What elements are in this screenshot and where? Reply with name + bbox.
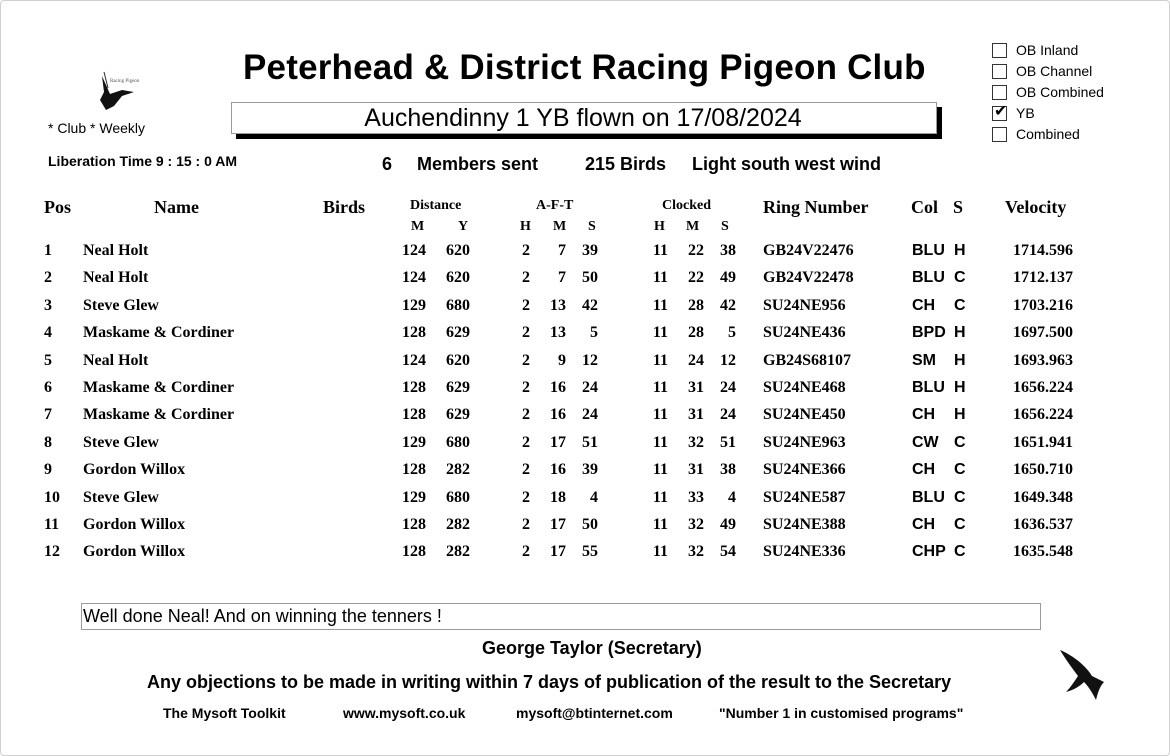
row-6-ah: 2: [522, 379, 530, 396]
header-sex: S: [953, 197, 964, 217]
row-1-name: Neal Holt: [83, 242, 149, 259]
row-4-pos: 4: [44, 324, 52, 342]
row-9-cm: 31: [688, 461, 704, 479]
option-label: OB Channel: [1016, 63, 1093, 79]
row-4-as: 5: [590, 324, 598, 342]
row-6-pos: 6: [44, 379, 52, 396]
row-3-dy: 680: [446, 296, 470, 314]
row-8-col: CW: [912, 433, 939, 451]
option-label: OB Inland: [1016, 42, 1079, 58]
row-6-ch: 11: [652, 379, 668, 396]
row-4-ch: 11: [652, 324, 668, 342]
header-ring-number: Ring Number: [763, 197, 869, 217]
row-8-pos: 8: [44, 433, 52, 451]
row-9-col: CH: [912, 461, 936, 479]
row-11-am: 17: [550, 516, 566, 533]
row-8-cs: 51: [720, 433, 736, 451]
row-2-am: 7: [558, 269, 566, 287]
footer-toolkit: The Mysoft Toolkit: [163, 705, 286, 721]
row-8-sex: C: [954, 433, 966, 451]
row-12-pos: 12: [44, 543, 60, 561]
row-1-ring: GB24V22476: [763, 242, 854, 259]
row-1-sex: H: [954, 242, 966, 259]
header-velocity: Velocity: [1005, 197, 1067, 217]
header-clocked-seconds: S: [721, 219, 729, 234]
row-6-ring: SU24NE468: [763, 379, 846, 396]
row-1-am: 7: [558, 242, 566, 259]
row-10-ah: 2: [522, 488, 530, 506]
row-1-cm: 22: [688, 242, 704, 259]
row-7-am: 16: [550, 406, 566, 424]
row-4-name: Maskame & Cordiner: [83, 324, 235, 342]
checkbox[interactable]: [992, 103, 1008, 121]
row-12-cs: 54: [720, 543, 736, 561]
row-2-ring: GB24V22478: [763, 269, 854, 287]
row-11-name: Gordon Willox: [83, 516, 186, 533]
row-10-name: Steve Glew: [83, 488, 159, 506]
row-5-cm: 24: [688, 351, 704, 369]
row-7-ah: 2: [522, 406, 530, 424]
row-12-ah: 2: [522, 543, 530, 561]
row-9-ah: 2: [522, 461, 530, 479]
row-8-ring: SU24NE963: [763, 433, 846, 451]
row-4-ah: 2: [522, 324, 530, 342]
row-10-ch: 11: [652, 488, 668, 506]
row-2-vel: 1712.137: [1013, 269, 1073, 287]
row-8-name: Steve Glew: [83, 433, 159, 451]
row-10-vel: 1649.348: [1013, 488, 1073, 506]
row-12-dm: 128: [402, 543, 426, 561]
row-10-sex: C: [954, 488, 966, 506]
race-title: Auchendinny 1 YB flown on 17/08/2024: [364, 104, 802, 132]
header-distance: Distance: [410, 198, 462, 213]
row-6-dm: 128: [402, 379, 426, 396]
header-distance-yards: Y: [458, 219, 469, 234]
row-10-dy: 680: [446, 488, 470, 506]
row-12-cm: 32: [688, 543, 704, 561]
row-4-dy: 629: [446, 324, 470, 342]
row-3-ch: 11: [652, 296, 668, 314]
row-11-dy: 282: [446, 516, 470, 533]
liberation-time: Liberation Time 9 : 15 : 0 AM: [48, 153, 238, 169]
row-2-sex: C: [954, 269, 966, 287]
row-6-dy: 629: [446, 379, 470, 396]
row-8-vel: 1651.941: [1013, 433, 1073, 451]
row-10-cm: 33: [688, 488, 704, 506]
comment-text: Well done Neal! And on winning the tenners !: [83, 606, 442, 626]
row-2-dm: 124: [402, 269, 426, 287]
footer-email: mysoft@btinternet.com: [516, 705, 673, 721]
svg-text:Racing Pigeon: Racing Pigeon: [110, 79, 140, 84]
row-5-name: Neal Holt: [83, 351, 149, 369]
row-7-pos: 7: [44, 406, 52, 424]
secretary-name: George Taylor (Secretary): [482, 638, 702, 658]
row-6-cm: 31: [688, 379, 704, 396]
members-count: 6: [382, 154, 393, 174]
row-3-ah: 2: [522, 296, 530, 314]
header-aft-minutes: M: [553, 219, 567, 234]
row-3-sex: C: [954, 296, 966, 314]
row-11-col: CH: [912, 516, 936, 533]
row-3-ring: SU24NE956: [763, 296, 846, 314]
row-2-dy: 620: [446, 269, 470, 287]
row-9-as: 39: [582, 461, 598, 479]
row-6-name: Maskame & Cordiner: [83, 379, 235, 396]
header-aft-seconds: S: [588, 219, 596, 234]
wind-description: Light south west wind: [692, 154, 881, 174]
row-10-col: BLU: [912, 488, 945, 506]
row-5-am: 9: [558, 351, 566, 369]
option-label: Combined: [1016, 126, 1080, 142]
row-1-ah: 2: [522, 242, 530, 259]
row-3-name: Steve Glew: [83, 296, 159, 314]
row-4-cm: 28: [688, 324, 704, 342]
row-2-cm: 22: [688, 269, 704, 287]
row-9-sex: C: [954, 461, 966, 479]
flying-bird-icon: [1056, 646, 1108, 704]
members-label: Members sent: [417, 154, 539, 174]
row-11-pos: 11: [44, 516, 60, 533]
row-4-cs: 5: [728, 324, 736, 342]
row-10-ring: SU24NE587: [763, 488, 846, 506]
header-clocked-minutes: M: [686, 219, 700, 234]
row-12-ring: SU24NE336: [763, 543, 846, 561]
row-9-dy: 282: [446, 461, 470, 479]
row-11-ring: SU24NE388: [763, 516, 846, 533]
row-2-ah: 2: [522, 269, 530, 287]
row-4-am: 13: [550, 324, 566, 342]
birds-count: 215 Birds: [585, 154, 667, 174]
row-1-dy: 620: [446, 242, 470, 259]
row-2-name: Neal Holt: [83, 269, 149, 287]
row-7-dm: 128: [402, 406, 426, 424]
row-10-dm: 129: [402, 488, 426, 506]
checkmark-icon: ✔: [994, 103, 1008, 120]
row-8-cm: 32: [688, 433, 704, 451]
row-12-ch: 11: [652, 543, 668, 561]
row-4-vel: 1697.500: [1013, 324, 1073, 342]
row-8-am: 17: [550, 433, 566, 451]
row-1-dm: 124: [402, 242, 426, 259]
row-8-as: 51: [582, 433, 598, 451]
header-clocked-hours: H: [654, 219, 665, 234]
row-5-sex: H: [954, 351, 966, 369]
row-6-am: 16: [550, 379, 566, 396]
header-aft-hours: H: [520, 219, 531, 234]
row-10-pos: 10: [44, 488, 60, 506]
row-6-vel: 1656.224: [1013, 379, 1073, 396]
row-12-as: 55: [582, 543, 598, 561]
row-3-dm: 129: [402, 296, 426, 314]
row-7-as: 24: [582, 406, 598, 424]
footer-website: www.mysoft.co.uk: [343, 705, 466, 721]
header-pos: Pos: [44, 197, 71, 217]
header-name: Name: [154, 197, 199, 217]
row-11-sex: C: [954, 516, 966, 533]
row-11-ch: 11: [652, 516, 668, 533]
row-1-cs: 38: [720, 242, 736, 259]
row-4-ring: SU24NE436: [763, 324, 846, 342]
row-12-sex: C: [954, 543, 966, 561]
row-12-dy: 282: [446, 543, 470, 561]
page-title: Peterhead & District Racing Pigeon Club: [243, 48, 926, 87]
row-7-ring: SU24NE450: [763, 406, 846, 424]
row-10-am: 18: [550, 488, 566, 506]
row-7-sex: H: [954, 406, 966, 424]
row-7-vel: 1656.224: [1013, 406, 1073, 424]
row-1-pos: 1: [44, 242, 52, 259]
row-7-col: CH: [912, 406, 936, 424]
row-3-am: 13: [550, 296, 566, 314]
pigeon-logo-icon: [92, 70, 142, 115]
row-7-ch: 11: [652, 406, 668, 424]
row-3-col: CH: [912, 296, 936, 314]
objections-notice: Any objections to be made in writing within 7 days of publication of the result to the Secretary: [147, 672, 952, 692]
row-3-cm: 28: [688, 296, 704, 314]
row-2-pos: 2: [44, 269, 52, 287]
row-1-ch: 11: [652, 242, 668, 259]
checkbox[interactable]: [992, 43, 1007, 58]
row-4-dm: 128: [402, 324, 426, 342]
row-12-am: 17: [550, 543, 566, 561]
row-4-col: BPD: [912, 324, 946, 342]
row-3-vel: 1703.216: [1013, 296, 1073, 314]
checkbox[interactable]: [992, 127, 1007, 142]
row-9-name: Gordon Willox: [83, 461, 186, 479]
option-label: OB Combined: [1016, 84, 1104, 100]
row-1-as: 39: [582, 242, 598, 259]
row-5-dy: 620: [446, 351, 470, 369]
club-type: * Club * Weekly: [48, 120, 146, 136]
row-6-col: BLU: [912, 379, 945, 396]
row-5-dm: 124: [402, 351, 426, 369]
row-7-cs: 24: [720, 406, 736, 424]
row-12-vel: 1635.548: [1013, 543, 1073, 561]
row-5-cs: 12: [720, 351, 736, 369]
row-9-cs: 38: [720, 461, 736, 479]
row-12-col: CHP: [912, 543, 946, 561]
row-1-vel: 1714.596: [1013, 242, 1073, 259]
header-distance-miles: M: [411, 219, 425, 234]
row-8-ah: 2: [522, 433, 530, 451]
row-9-vel: 1650.710: [1013, 461, 1073, 479]
row-5-as: 12: [582, 351, 598, 369]
row-8-ch: 11: [652, 433, 668, 451]
row-5-ring: GB24S68107: [763, 351, 852, 369]
row-2-col: BLU: [912, 269, 945, 287]
row-5-col: SM: [912, 351, 936, 369]
row-7-dy: 629: [446, 406, 470, 424]
header-clocked: Clocked: [662, 198, 711, 213]
row-9-ch: 11: [652, 461, 668, 479]
checkbox[interactable]: [992, 85, 1007, 100]
checkbox[interactable]: [992, 64, 1007, 79]
row-9-dm: 128: [402, 461, 426, 479]
row-2-as: 50: [582, 269, 598, 287]
row-8-dm: 129: [402, 433, 426, 451]
row-9-am: 16: [550, 461, 566, 479]
row-5-ah: 2: [522, 351, 530, 369]
row-11-cs: 49: [720, 516, 736, 533]
row-2-ch: 11: [652, 269, 668, 287]
row-7-cm: 31: [688, 406, 704, 424]
footer-tagline: "Number 1 in customised programs": [719, 705, 964, 721]
row-11-vel: 1636.537: [1013, 516, 1073, 533]
row-11-ah: 2: [522, 516, 530, 533]
row-9-ring: SU24NE366: [763, 461, 846, 479]
row-2-cs: 49: [720, 269, 736, 287]
row-11-cm: 32: [688, 516, 704, 533]
row-3-cs: 42: [720, 296, 736, 314]
row-6-sex: H: [954, 379, 966, 396]
row-12-name: Gordon Willox: [83, 543, 186, 561]
row-10-as: 4: [590, 488, 598, 506]
row-5-ch: 11: [652, 351, 668, 369]
row-8-dy: 680: [446, 433, 470, 451]
row-6-as: 24: [582, 379, 598, 396]
row-1-col: BLU: [912, 242, 945, 259]
header-aft: A-F-T: [536, 198, 574, 213]
row-3-pos: 3: [44, 296, 52, 314]
row-6-cs: 24: [720, 379, 736, 396]
row-9-pos: 9: [44, 461, 52, 479]
row-7-name: Maskame & Cordiner: [83, 406, 235, 424]
header-colour: Col: [911, 197, 938, 217]
row-5-pos: 5: [44, 351, 52, 369]
row-11-dm: 128: [402, 516, 426, 533]
row-11-as: 50: [582, 516, 598, 533]
row-10-cs: 4: [728, 488, 736, 506]
option-label: YB: [1016, 105, 1035, 121]
row-5-vel: 1693.963: [1013, 351, 1073, 369]
row-4-sex: H: [954, 324, 966, 342]
header-birds: Birds: [323, 197, 366, 217]
row-3-as: 42: [582, 296, 598, 314]
